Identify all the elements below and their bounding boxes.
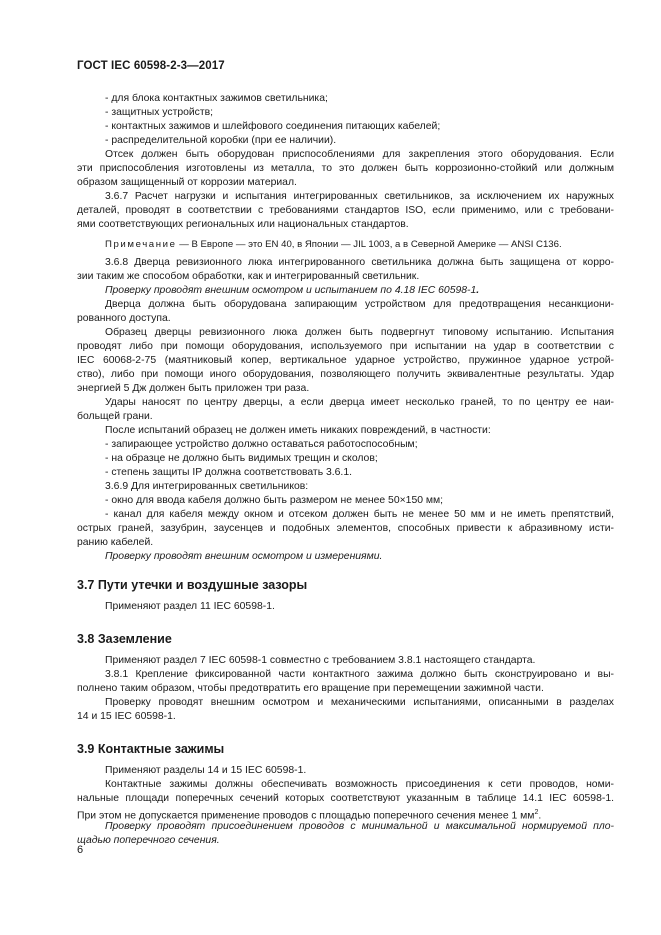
paragraph-line: Применяют разделы 14 и 15 IEC 60598-1.	[105, 765, 307, 776]
list-item: - запирающее устройство должно оставаться работоспособным;	[105, 439, 418, 450]
page-number: 6	[77, 844, 84, 856]
check-statement: Проверку проводят присоединением проводов с минимальной и максимальной нормируемой пло-	[105, 821, 614, 832]
paragraph-line: Образец дверцы ревизионного люка должен быть подвергнут типовому испытанию. Испытания	[105, 327, 614, 338]
paragraph-line: больщей грани.	[77, 411, 153, 422]
paragraph-line: проводят либо при помощи оборудования, используемого при испытании на удар в соответствии с	[77, 341, 614, 352]
list-item: - канал для кабеля между окном и отсеком должен быть не менее 50 мм и не иметь препятствий,	[105, 509, 614, 520]
clause-3-6-7-line: 3.6.7 Расчет нагрузки и испытания интегрированных светильников, за исключением их наружных	[105, 191, 614, 202]
list-item: - степень защиты IP должна соответствовать 3.6.1.	[105, 467, 352, 478]
paragraph-line: После испытаний образец не должен иметь никаких повреждений, в частности:	[105, 425, 491, 436]
paragraph-line: Применяют раздел 11 IEC 60598-1.	[105, 601, 275, 612]
list-item: - для блока контактных зажимов светильника;	[105, 93, 328, 104]
paragraph-end: .	[538, 810, 542, 822]
paragraph-line: эти приспособления изготовлены из металла, то это должен быть коррозионно-стойкий или должным	[77, 163, 614, 174]
paragraph-line: Дверца должна быть оборудована запирающим устройством для предотвращения несанкциони-	[105, 299, 614, 310]
page-content	[77, 92, 614, 848]
paragraph-line: Применяют раздел 7 IEC 60598-1 совместно с требованием 3.8.1 настоящего стандарта.	[105, 655, 536, 666]
list-item: - на образце не должно быть видимых трещин и сколов;	[105, 453, 378, 464]
note	[105, 238, 614, 252]
paragraph-text: При этом не допускается применение проводов с площадью поперечного сечения менее 1 мм	[77, 810, 535, 822]
check-dot: .	[476, 285, 480, 296]
note-text: — В Европе — это EN 40, в Японии — JIL 1003, а в Северной Америке — ANSI C136.	[176, 239, 562, 250]
list-item: острых граней, зазубрин, заусенцев и подобных элементов, способных привести к абразивному исти-	[77, 523, 614, 534]
paragraph-line: Проверку проводят внешним осмотром и механическими испытаниями, описанными в разделах	[105, 697, 614, 708]
clause-3-6-8-line: 3.6.8 Дверца ревизионного люка интегрированного светильника должна быть защищена от корро-	[105, 257, 614, 268]
list-item: ранию кабелей.	[77, 537, 154, 548]
paragraph-line: энергией 5 Дж должен быть приложен три раза.	[77, 383, 310, 394]
check-statement: Проверку проводят внешним осмотром и измерениями.	[105, 551, 383, 562]
document-header: ГОСТ IEC 60598-2-3—2017	[77, 60, 225, 72]
superscript: 2	[534, 809, 539, 816]
section-title-3-9: 3.9 Контактные зажимы	[77, 742, 225, 756]
clause-3-8-1-line: полнено таким образом, чтобы предотвратить его вращение при перемещении зажимной части.	[77, 683, 544, 694]
paragraph-line: ство), либо при помощи иного оборудования, позволяющего получить эквивалентные результаты. Удар	[77, 369, 614, 380]
paragraph-line: IEC 60068-2-75 (маятниковый копер, вертикальное ударное устройство, пружинное ударное устрой-	[77, 355, 614, 366]
check-text: Проверку проводят внешним осмотром и испытанием по 4.18 IEC 60598-1	[105, 285, 477, 296]
section-title-3-8: 3.8 Заземление	[77, 632, 172, 646]
clause-3-6-8-line: зии таким же способом обработки, как и интегрированный светильник.	[77, 271, 420, 282]
check-statement	[105, 284, 614, 298]
paragraph-line: Контактные зажимы должны обеспечивать возможность присоединения к сети проводов, номи-	[105, 779, 614, 790]
paragraph-line: образом защищенный от коррозии материал.	[77, 177, 297, 188]
paragraph-line: Отсек должен быть оборудован приспособлениями для закрепления этого оборудования. Если	[105, 149, 614, 160]
paragraph-line: 14 и 15 IEC 60598-1.	[77, 711, 176, 722]
note-label: Примечание	[105, 239, 177, 250]
clause-3-8-1-line: 3.8.1 Крепление фиксированной части контактного зажима должно быть сконструировано и вы-	[105, 669, 614, 680]
paragraph-line: Удары наносят по центру дверцы, а если дверца имеет несколько граней, то по центру ее наи-	[105, 397, 614, 408]
paragraph-line: рованного доступа.	[77, 313, 171, 324]
list-item: - распределительной коробки (при ее наличии).	[105, 135, 337, 146]
list-item: - окно для ввода кабеля должно быть размером не менее 50×150 мм;	[105, 495, 444, 506]
section-title-3-7: 3.7 Пути утечки и воздушные зазоры	[77, 578, 308, 592]
check-statement: щадью поперечного сечения.	[77, 835, 220, 846]
paragraph-line	[77, 806, 614, 820]
clause-3-6-9: 3.6.9 Для интегрированных светильников:	[105, 481, 309, 492]
list-item: - контактных зажимов и шлейфового соединения питающих кабелей;	[105, 121, 441, 132]
clause-3-6-7-line: ями соответствующих региональных или национальных стандартов.	[77, 219, 409, 230]
paragraph-line: нальные площади поперечных сечений которых соответствуют указанным в таблице 14.1 IEC 60598-1.	[77, 793, 614, 804]
list-item: - защитных устройств;	[105, 107, 214, 118]
clause-3-6-7-line: деталей, проводят в соответствии с требованиями стандартов ISO, если применимо, или с требовани-	[77, 205, 614, 216]
